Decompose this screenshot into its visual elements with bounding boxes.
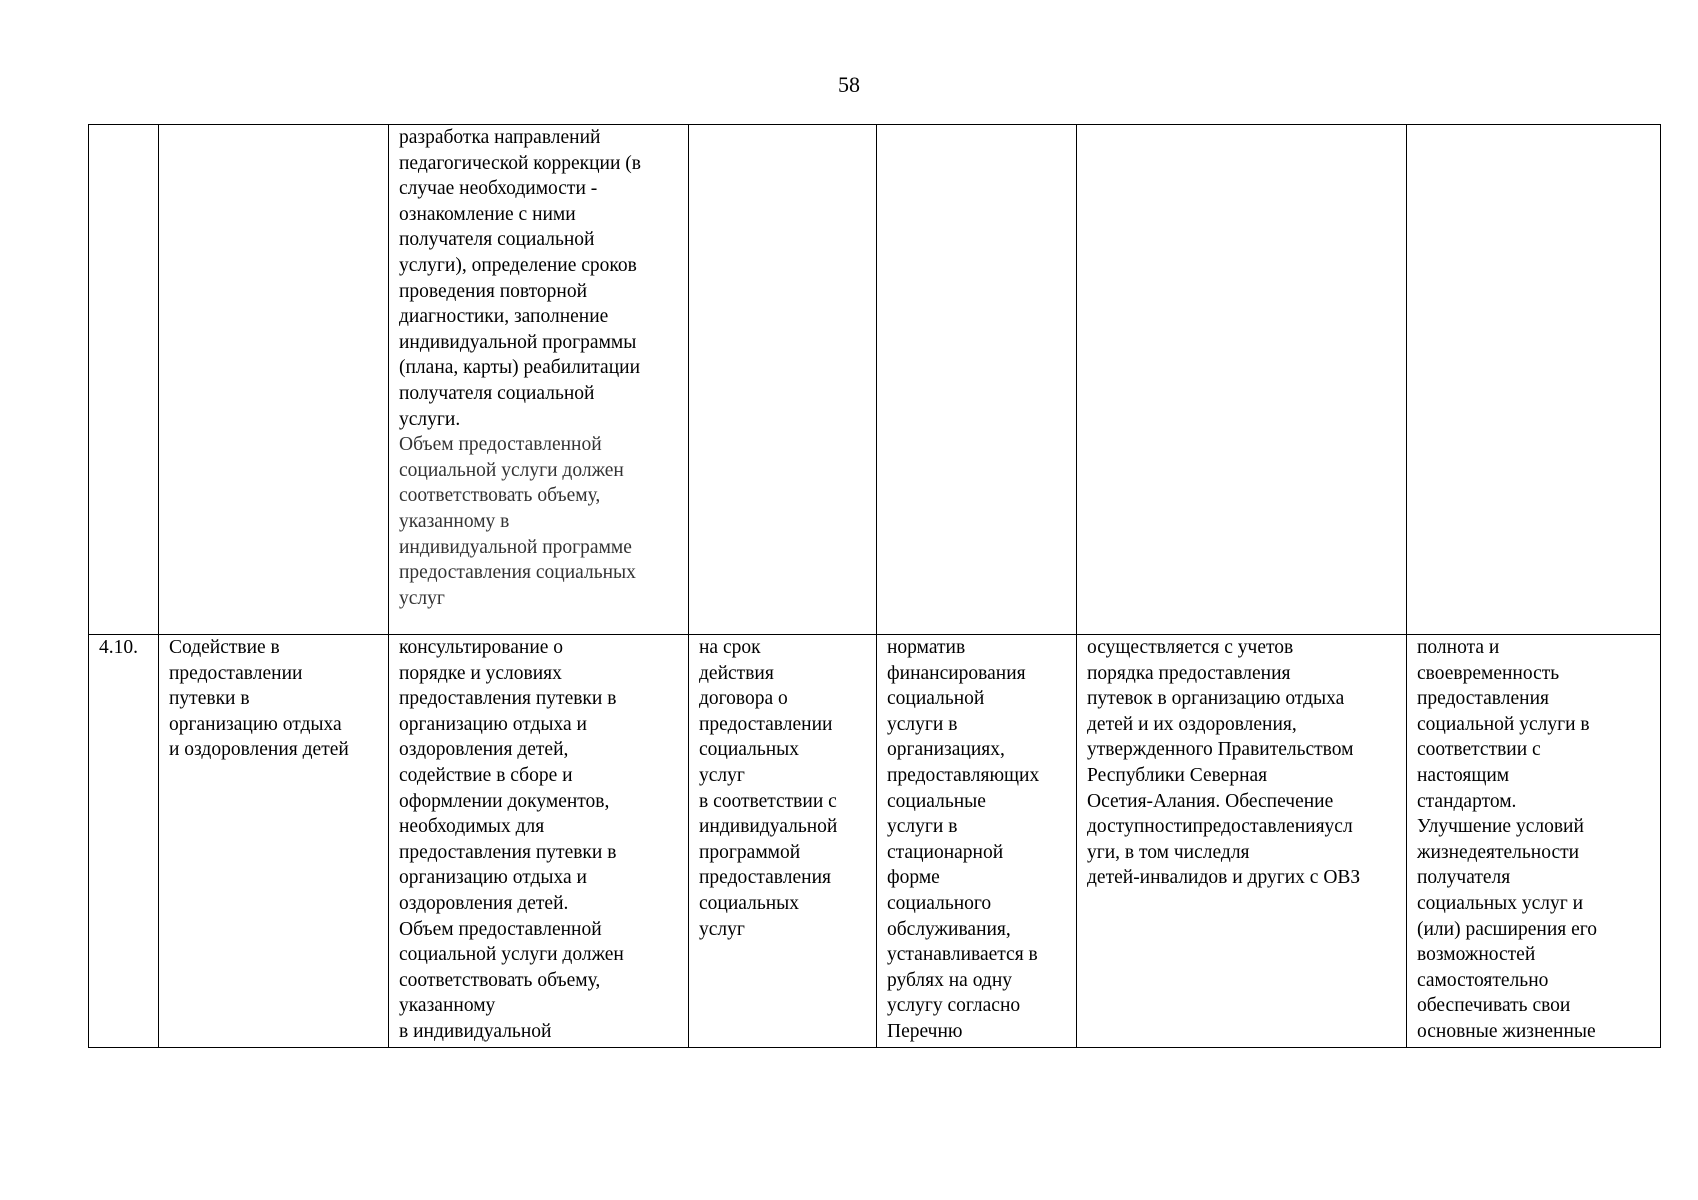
content-volume-text: Объем предоставленной социальной услуги должен соответствовать объему, указанному в индивидуальной программе предоставления социальных услуг <box>399 434 636 609</box>
content-volume-text: Объем предоставленной социальной услуги должен соответствовать объему, указанному в индивидуальной <box>399 918 624 1042</box>
service-norm-cell: норматив финансирования социальной услуги в организациях, предоставляющих социальные услуги в стационарной форме социального обслуживания, устанавливается в рублях на одну услугу согласно Перечню <box>877 635 1077 1048</box>
service-name-cell <box>159 125 389 635</box>
service-conditions-cell: осуществляется с учетов порядка предоставления путевок в организацию отдыха детей и их оздоровления, утвержденного Правительством Республики Северная Осетия-Алания. Обеспечение доступностипредоставленияусл уги, в том числедля детей-инвалидов и других с ОВЗ <box>1077 635 1407 1048</box>
table-row <box>89 125 1661 635</box>
row-number-cell <box>89 125 159 635</box>
service-quality-cell <box>1407 125 1661 635</box>
page-number: 58 <box>838 72 860 97</box>
content-main-text: консультирование о порядке и условиях предоставления путевки в организацию отдыха и оздоровления детей, содействие в сборе и оформлении документов, необходимых для предоставления путевки в организацию отдыха и оздоровления детей. <box>399 637 617 914</box>
service-conditions-cell <box>1077 125 1407 635</box>
service-content-cell <box>389 635 689 1048</box>
row-number-cell: 4.10. <box>89 635 159 1048</box>
service-term-cell: на срок действия договора о предоставлении социальных услуг в соответствии с индивидуальной программой предоставления социальных услуг <box>689 635 877 1048</box>
table-row <box>89 635 1661 1048</box>
service-name-cell: Содействие в предоставлении путевки в организацию отдыха и оздоровления детей <box>159 635 389 1048</box>
service-standard-table <box>88 124 1661 1048</box>
service-term-cell <box>689 125 877 635</box>
content-main-text: разработка направлений педагогической коррекции (в случае необходимости - ознакомление с ними получателя социальной услуги), определение сроков проведения повторной диагностики, заполнение индивидуальной программы (плана, карты) реабилитации получателя социальной услуги. <box>399 127 641 430</box>
service-norm-cell <box>877 125 1077 635</box>
service-content-cell <box>389 125 689 635</box>
service-quality-cell: полнота и своевременность предоставления социальной услуги в соответствии с настоящим стандартом. Улучшение условий жизнедеятельности получателя социальных услуг и (или) расширения его возможностей самостоятельно обеспечивать свои основные жизненные <box>1407 635 1661 1048</box>
